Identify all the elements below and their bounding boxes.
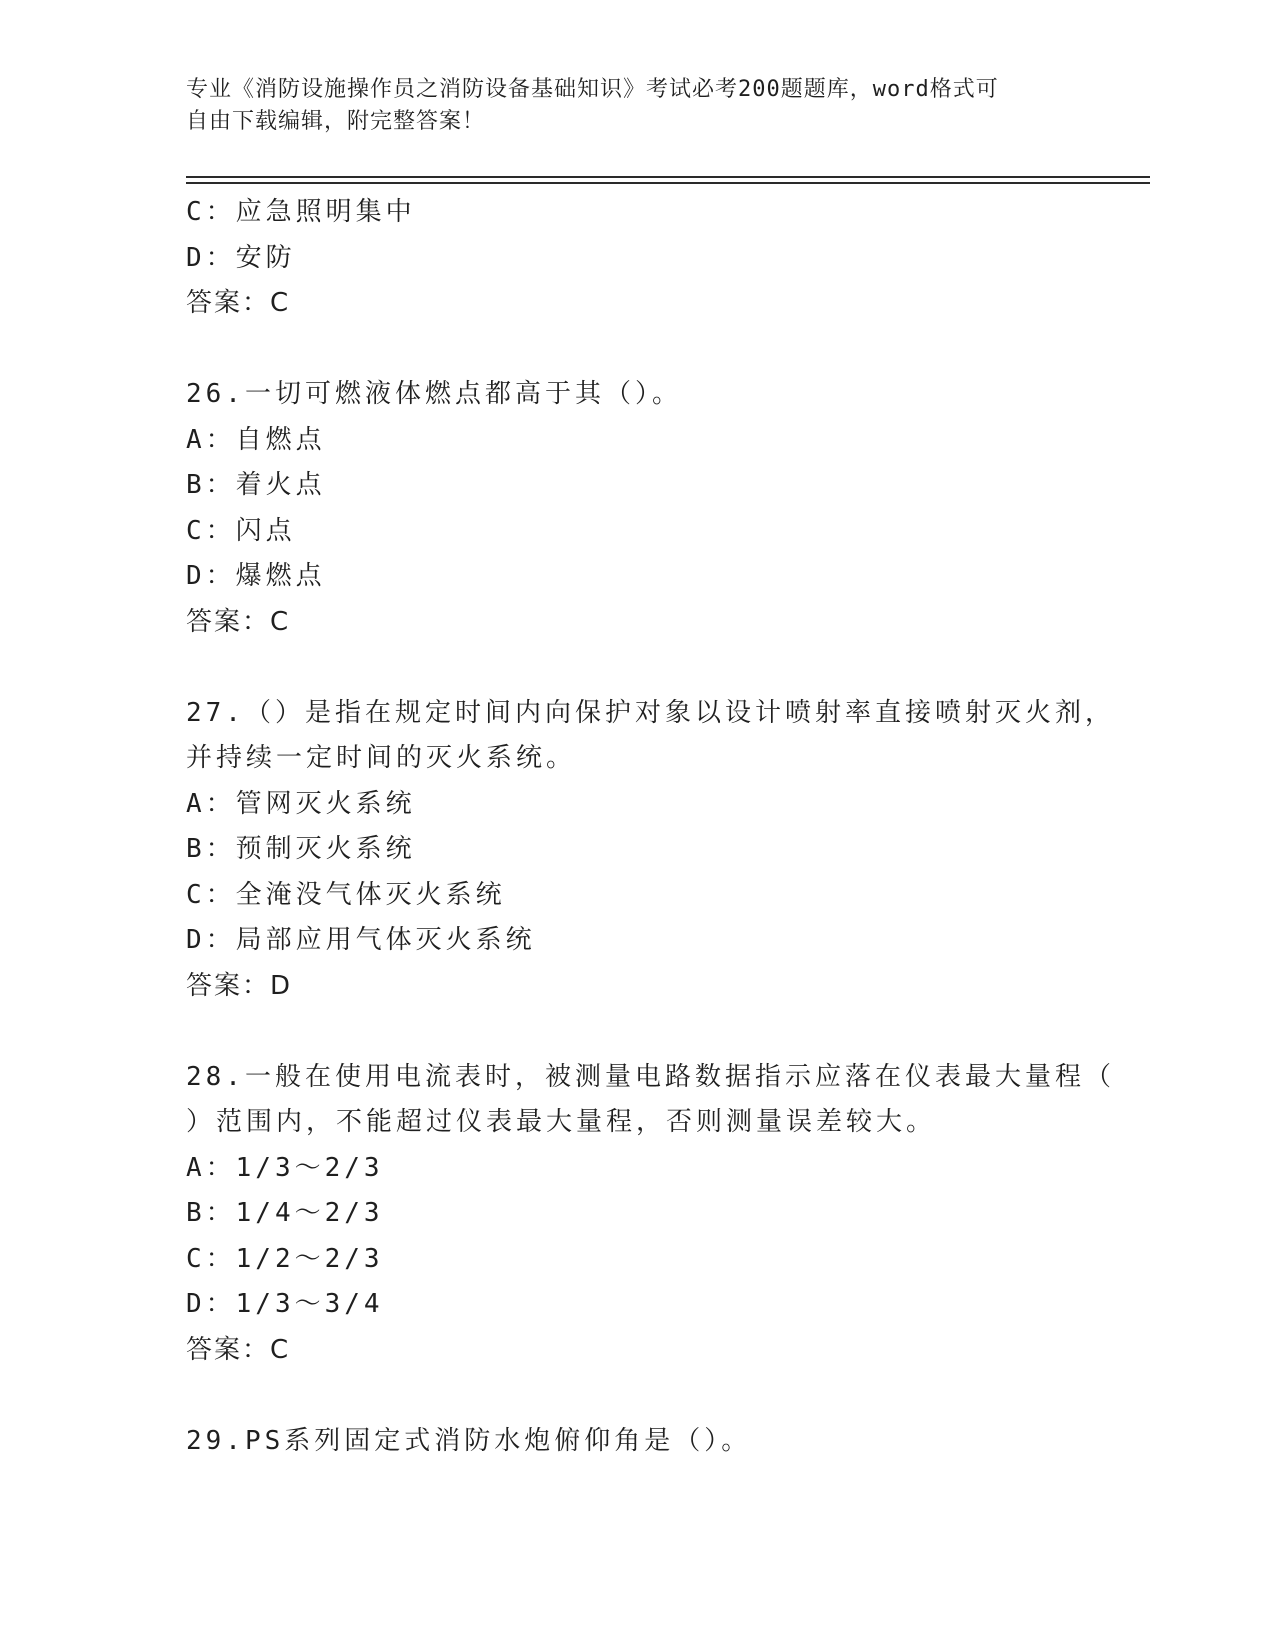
header-rule (186, 176, 1150, 178)
option-c: C：1/2～2/3 (186, 1243, 384, 1274)
question-text: 26.一切可燃液体燃点都高于其（）。 (186, 379, 682, 409)
option-a: A：自燃点 (186, 424, 326, 455)
option-a: A：1/3～2/3 (186, 1152, 384, 1183)
option-d: D：安防 (186, 242, 296, 273)
spacer (186, 1373, 1086, 1419)
option-c: C：全淹没气体灭火系统 (186, 879, 506, 910)
option-c: C：应急照明集中 (186, 197, 416, 227)
question-text: 并持续一定时间的灭火系统。 (186, 743, 577, 773)
option-d: D：1/3～3/4 (186, 1289, 384, 1319)
option-b: B：1/4～2/3 (186, 1198, 384, 1228)
question-text: 28.一般在使用电流表时，被测量电路数据指示应落在仪表最大量程（ (186, 1061, 1115, 1092)
question-text: 27.（）是指在规定时间内向保护对象以设计喷射率直接喷射灭火剂， (186, 697, 1115, 728)
option-c: C：闪点 (186, 515, 296, 546)
answer-line: 答案：D (186, 970, 293, 1001)
question-list (186, 190, 1115, 1464)
option-b: B：着火点 (186, 470, 326, 500)
question-text: 29.PS系列固定式消防水炮俯仰角是（）。 (186, 1425, 752, 1456)
question-text: ）范围内，不能超过仪表最大量程，否则测量误差较大。 (186, 1107, 937, 1137)
document-header (186, 74, 1086, 138)
spacer (186, 645, 1086, 691)
option-d: D：局部应用气体灭火系统 (186, 925, 536, 955)
option-a: A：管网灭火系统 (186, 788, 416, 819)
header-rule (186, 182, 1150, 184)
spacer (186, 327, 1086, 373)
spacer (186, 1009, 1086, 1055)
option-b: B：预制灭火系统 (186, 834, 416, 864)
answer-line: 答案：C (186, 1334, 291, 1365)
header-line: 自由下载编辑，附完整答案！ (186, 109, 486, 134)
answer-line: 答案：C (186, 606, 291, 637)
header-line: 专业《消防设施操作员之消防设备基础知识》考试必考200题题库，word格式可 (186, 77, 999, 102)
answer-line: 答案：C (186, 288, 291, 318)
option-d: D：爆燃点 (186, 561, 326, 591)
